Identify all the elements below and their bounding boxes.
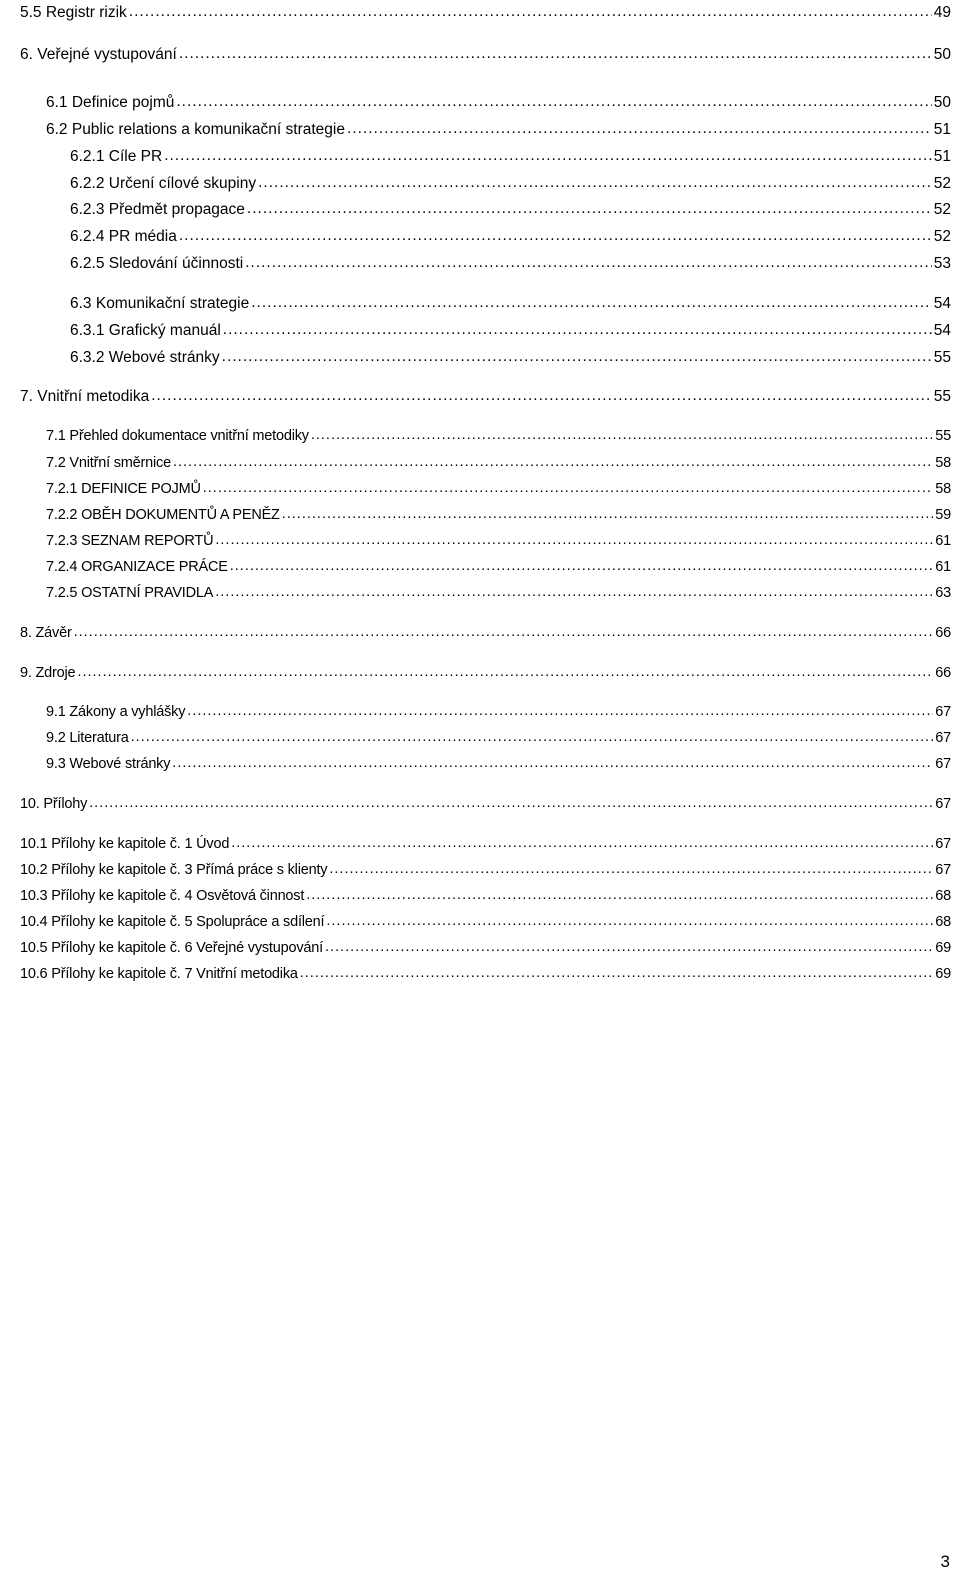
toc-entry-label: 6.2 Public relations a komunikační strategie [46,121,345,138]
toc-entry-label: 10.4 Přílohy ke kapitole č. 5 Spolupráce a sdílení [20,914,325,930]
dot-leader [300,965,934,981]
toc-entry-page: 53 [933,255,951,272]
dot-leader [164,147,932,165]
dot-leader [89,795,933,811]
toc-entry-label: 10. Přílohy [20,796,88,812]
dot-leader [179,45,932,63]
toc-entry[interactable] [0,730,960,752]
toc-entry[interactable] [0,255,960,277]
toc-entry-label: 6.2.5 Sledování účinnosti [70,255,244,272]
toc-entry[interactable] [0,533,960,555]
toc-entry-page: 68 [935,914,951,930]
toc-entry-label: 6. Veřejné vystupování [20,46,177,63]
dot-leader [347,120,932,138]
toc-entry[interactable] [0,836,960,858]
toc-entry[interactable] [0,507,960,529]
toc-entry-label: 10.6 Přílohy ke kapitole č. 7 Vnitřní metodika [20,966,298,982]
dot-leader [282,506,934,522]
toc-entry-page: 68 [935,888,951,904]
toc-entry-label: 10.2 Přílohy ke kapitole č. 3 Přímá práce s klienty [20,862,328,878]
toc-entry-page: 52 [933,175,951,192]
dot-leader [325,939,933,955]
toc-entry-page: 51 [933,121,951,138]
toc-entry-page: 67 [935,704,951,720]
toc-entry-label: 6.1 Definice pojmů [46,94,175,111]
toc-entry-page: 54 [933,295,951,312]
toc-entry-label: 7.2.3 SEZNAM REPORTŮ [46,533,214,549]
toc-entry[interactable] [0,888,960,910]
toc-entry-page: 69 [935,940,951,956]
dot-leader [74,624,934,640]
toc-entry[interactable] [0,665,960,687]
toc-entry-page: 52 [933,228,951,245]
toc-entry[interactable] [0,4,960,26]
dot-leader [151,387,932,405]
toc-entry-label: 6.2.3 Předmět propagace [70,201,245,218]
toc-entry-page: 69 [935,966,951,982]
toc-entry[interactable] [0,862,960,884]
toc-entry-page: 66 [935,625,951,641]
page-number: 3 [940,1552,950,1571]
toc-entry-page: 67 [935,756,951,772]
dot-leader [173,454,933,470]
toc-entry-label: 7.2.4 ORGANIZACE PRÁCE [46,559,228,575]
dot-leader [245,254,932,272]
toc-entry[interactable] [0,966,960,988]
toc-entry-label: 9. Zdroje [20,665,76,681]
toc-entry-page: 50 [933,94,951,111]
dot-leader [176,93,931,111]
toc-entry-page: 58 [935,455,951,471]
toc-entry-page: 58 [935,481,951,497]
toc-entry-label: 10.5 Přílohy ke kapitole č. 6 Veřejné vystupování [20,940,323,956]
toc-entry[interactable] [0,455,960,477]
dot-leader [251,294,932,312]
toc-entry[interactable] [0,46,960,68]
toc-entry-label: 6.2.1 Cíle PR [70,148,163,165]
toc-entry[interactable] [0,322,960,344]
toc-entry-label: 7. Vnitřní metodika [20,388,150,405]
toc-entry-label: 7.2.2 OBĚH DOKUMENTŮ A PENĚZ [46,507,280,523]
toc-entry[interactable] [0,94,960,116]
dot-leader [187,703,933,719]
toc-entry-page: 55 [933,388,951,405]
toc-entry-label: 9.1 Zákony a vyhlášky [46,704,186,720]
toc-entry[interactable] [0,796,960,818]
toc-entry-page: 67 [935,862,951,878]
toc-entry[interactable] [0,704,960,726]
toc-entry-label: 6.3.1 Grafický manuál [70,322,221,339]
dot-leader [77,664,933,680]
dot-leader [215,532,933,548]
toc-entry-page: 52 [933,201,951,218]
toc-entry-label: 6.3 Komunikační strategie [70,295,250,312]
toc-entry-label: 5.5 Registr rizik [20,4,127,21]
toc-entry-page: 55 [935,428,951,444]
toc-entry-label: 9.3 Webové stránky [46,756,171,772]
toc-entry-page: 59 [935,507,951,523]
toc-entry-label: 9.2 Literatura [46,730,129,746]
dot-leader [203,480,934,496]
dot-leader [222,348,932,366]
toc-entry-page: 67 [935,730,951,746]
dot-leader [223,321,932,339]
dot-leader [230,558,934,574]
toc-entry[interactable] [0,559,960,581]
dot-leader [326,913,933,929]
toc-entry[interactable] [0,940,960,962]
toc-entry[interactable] [0,295,960,317]
toc-entry[interactable] [0,148,960,170]
dot-leader [329,861,933,877]
toc-entry-label: 7.1 Přehled dokumentace vnitřní metodiky [46,428,309,444]
dot-leader [231,835,933,851]
toc-entry-page: 66 [935,665,951,681]
dot-leader [215,584,933,600]
toc-entry[interactable] [0,585,960,607]
dot-leader [172,755,933,771]
toc-entry-label: 10.3 Přílohy ke kapitole č. 4 Osvětová činnost [20,888,305,904]
toc-entry[interactable] [0,625,960,647]
toc-entry-page: 61 [935,533,951,549]
dot-leader [129,3,932,21]
dot-leader [258,174,932,192]
toc-entry-label: 6.3.2 Webové stránky [70,349,220,366]
dot-leader [131,729,934,745]
toc-entry-page: 50 [933,46,951,63]
toc-entry[interactable] [0,201,960,223]
toc-entry-page: 55 [933,349,951,366]
toc-entry-label: 6.2.2 Určení cílové skupiny [70,175,257,192]
toc-entry[interactable] [0,349,960,371]
toc-entry[interactable] [0,121,960,143]
toc-entry[interactable] [0,175,960,197]
toc-entry-label: 10.1 Přílohy ke kapitole č. 1 Úvod [20,836,230,852]
toc-entry-page: 49 [933,4,951,21]
toc-entry[interactable] [0,914,960,936]
toc-entry-page: 67 [935,836,951,852]
toc-entry-page: 67 [935,796,951,812]
toc-entry-label: 7.2 Vnitřní směrnice [46,455,171,471]
dot-leader [311,427,933,443]
dot-leader [306,887,933,903]
dot-leader [247,200,932,218]
toc-entry[interactable] [0,756,960,778]
toc-entry-page: 63 [935,585,951,601]
dot-leader [179,227,932,245]
toc-entry-label: 6.2.4 PR média [70,228,177,245]
toc-entry-label: 7.2.5 OSTATNÍ PRAVIDLA [46,585,214,601]
toc-entry-label: 7.2.1 DEFINICE POJMŮ [46,481,201,497]
toc-entry-label: 8. Závěr [20,625,72,641]
toc-entry-page: 61 [935,559,951,575]
toc-entry-page: 54 [933,322,951,339]
toc-entry[interactable] [0,481,960,503]
toc-entry[interactable] [0,388,960,410]
toc-entry[interactable] [0,428,960,450]
toc-entry-page: 51 [933,148,951,165]
toc-entry[interactable] [0,228,960,250]
